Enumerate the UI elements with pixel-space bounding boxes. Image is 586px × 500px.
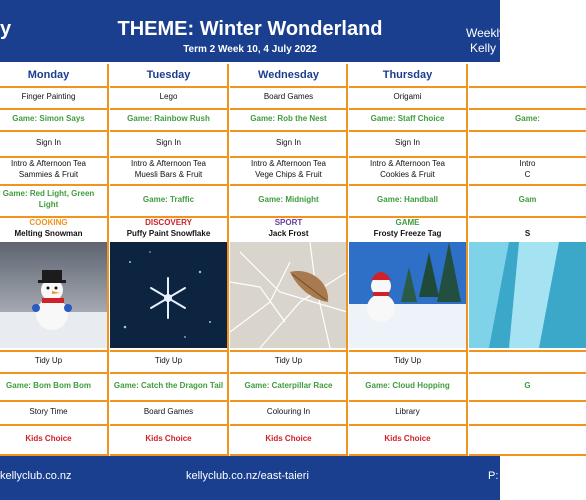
- tidy-up: Tidy Up: [393, 355, 422, 365]
- grid-divider: [0, 424, 107, 426]
- afternoon-tea-menu: Cookies & Fruit: [380, 170, 435, 179]
- grid-divider: [110, 184, 227, 186]
- grid-divider: [110, 216, 227, 218]
- category: [349, 216, 466, 242]
- activity-1: [469, 86, 586, 108]
- grid-divider: [230, 400, 347, 402]
- grid-divider: [469, 350, 586, 352]
- grid-divider: [349, 184, 466, 186]
- grid-divider: [349, 350, 466, 352]
- activity-2: Story Time: [29, 406, 68, 416]
- grid-divider: [0, 130, 107, 132]
- afternoon-tea: [349, 156, 466, 184]
- tidy-up: Tidy Up: [34, 355, 63, 365]
- grid-divider: [110, 424, 227, 426]
- tidy-up: Tidy Up: [274, 355, 303, 365]
- header-banner: [0, 0, 506, 62]
- game-2: Game: Midnight: [258, 194, 319, 204]
- category-label: DISCOVERY: [145, 218, 192, 228]
- grid-divider: [110, 400, 227, 402]
- sign-in: Sign In: [276, 137, 301, 147]
- grid-divider: [349, 156, 466, 158]
- category: [230, 216, 347, 242]
- grid-divider: [349, 108, 466, 110]
- afternoon-tea-line1: Intro: [519, 159, 536, 169]
- grid-divider: [349, 216, 466, 218]
- game-1: Game: Simon Says: [12, 113, 85, 123]
- page-subtitle: Term 2 Week 10, 4 July 2022: [183, 44, 317, 55]
- column-divider: [107, 64, 109, 456]
- snowman-toy-photo: [0, 242, 107, 348]
- sign-in: Sign In: [36, 137, 61, 147]
- game-1: Game: Rainbow Rush: [127, 113, 210, 123]
- header-right-line1: Weekly: [466, 26, 506, 40]
- sign-in: [469, 130, 586, 156]
- game-3: Game: Caterpillar Race: [244, 380, 333, 390]
- sign-in: Sign In: [156, 137, 181, 147]
- grid-divider: [349, 372, 466, 374]
- game-3: Game: Cloud Hopping: [365, 380, 450, 390]
- category-activity: S: [524, 229, 531, 239]
- tidy-up: Tidy Up: [154, 355, 183, 365]
- day-heading: Monday: [27, 68, 70, 81]
- ice-photo: [469, 242, 586, 348]
- kids-choice: [469, 424, 586, 454]
- grid-divider: [110, 350, 227, 352]
- category-label: COOKING: [29, 218, 68, 228]
- grid-divider: [230, 216, 347, 218]
- category: [469, 216, 586, 242]
- tidy-up: [469, 350, 586, 372]
- grid-divider: [110, 156, 227, 158]
- grid-divider: [0, 108, 107, 110]
- frosted-leaves-photo: [230, 242, 347, 348]
- grid-divider: [230, 108, 347, 110]
- activity-1: Lego: [159, 91, 178, 101]
- kids-choice: Kids Choice: [265, 433, 312, 443]
- grid-divider: [0, 350, 107, 352]
- day-column: [469, 64, 586, 456]
- category: [0, 216, 107, 242]
- day-heading: Wednesday: [258, 68, 319, 81]
- afternoon-tea: [0, 156, 107, 184]
- game-1: Game: Staff Choice: [370, 113, 445, 123]
- grid-divider: [230, 86, 347, 88]
- afternoon-tea: [110, 156, 227, 184]
- day-heading: Tuesday: [146, 68, 191, 81]
- activity-2: Board Games: [143, 406, 194, 416]
- afternoon-tea-line1: Intro & Afternoon Tea: [369, 159, 445, 169]
- afternoon-tea-line1: Intro & Afternoon Tea: [130, 159, 206, 169]
- game-2: Game: Traffic: [142, 194, 195, 204]
- game-2: Gam: [518, 194, 537, 204]
- weekly-schedule-grid: [0, 64, 540, 456]
- kids-choice: Kids Choice: [25, 433, 72, 443]
- grid-divider: [469, 216, 586, 218]
- grid-divider: [0, 184, 107, 186]
- grid-divider: [110, 130, 227, 132]
- header-right-line2: Kelly: [470, 41, 497, 55]
- grid-divider: [469, 424, 586, 426]
- afternoon-tea-line1: Intro & Afternoon Tea: [10, 159, 86, 169]
- grid-divider: [0, 156, 107, 158]
- footer-phone: P:: [488, 470, 499, 482]
- day-heading: [469, 64, 586, 86]
- column-divider: [346, 64, 348, 456]
- category-activity: Frosty Freeze Tag: [373, 229, 442, 239]
- snowman-field-photo: [349, 242, 466, 348]
- grid-divider: [349, 86, 466, 88]
- category-label: GAME: [395, 218, 420, 228]
- grid-divider: [0, 372, 107, 374]
- grid-divider: [110, 86, 227, 88]
- day-heading: Thursday: [382, 68, 433, 81]
- game-3: G: [524, 380, 531, 390]
- sign-in: Sign In: [395, 137, 420, 147]
- grid-divider: [469, 130, 586, 132]
- grid-divider: [0, 216, 107, 218]
- day-column: [0, 64, 107, 456]
- game-2: Game: Red Light, Green Light: [2, 189, 95, 209]
- game-3: Game: Bom Bom Bom: [6, 380, 91, 390]
- logo-fragment: y: [0, 18, 12, 40]
- activity-1: Finger Painting: [21, 91, 76, 101]
- grid-divider: [230, 130, 347, 132]
- game-1: Game: Rob the Nest: [250, 113, 327, 123]
- kids-choice: Kids Choice: [145, 433, 192, 443]
- day-column: [349, 64, 466, 456]
- category-activity: Jack Frost: [268, 229, 309, 239]
- grid-divider: [230, 184, 347, 186]
- afternoon-tea-menu: Muesli Bars & Fruit: [134, 170, 203, 179]
- day-column: [110, 64, 227, 456]
- category-activity: Puffy Paint Snowflake: [126, 229, 211, 239]
- grid-divider: [230, 350, 347, 352]
- kids-choice: Kids Choice: [384, 433, 431, 443]
- grid-divider: [469, 86, 586, 88]
- footer-website: kellyclub.co.nz: [0, 470, 72, 482]
- column-divider: [227, 64, 229, 456]
- grid-divider: [0, 400, 107, 402]
- activity-2: Colouring In: [266, 406, 311, 416]
- activity-2: [469, 400, 586, 424]
- grid-divider: [469, 156, 586, 158]
- grid-divider: [230, 372, 347, 374]
- afternoon-tea-menu: Vege Chips & Fruit: [255, 170, 322, 179]
- grid-divider: [469, 400, 586, 402]
- footer-banner: [0, 456, 500, 500]
- page-title: THEME: Winter Wonderland: [117, 18, 383, 40]
- afternoon-tea: [230, 156, 347, 184]
- activity-1: Origami: [393, 91, 422, 101]
- grid-divider: [230, 156, 347, 158]
- grid-divider: [469, 184, 586, 186]
- grid-divider: [110, 372, 227, 374]
- game-2: Game: Handball: [377, 194, 438, 204]
- game-1: Game:: [515, 113, 540, 123]
- category: [110, 216, 227, 242]
- day-column: [230, 64, 347, 456]
- afternoon-tea-menu: Sammies & Fruit: [18, 170, 79, 179]
- activity-1: Board Games: [263, 91, 314, 101]
- activity-2: Library: [395, 406, 420, 416]
- grid-divider: [469, 372, 586, 374]
- grid-divider: [230, 424, 347, 426]
- grid-divider: [349, 400, 466, 402]
- grid-divider: [469, 108, 586, 110]
- snowflake-photo: [110, 242, 227, 348]
- grid-divider: [349, 130, 466, 132]
- afternoon-tea-menu: C: [524, 170, 531, 179]
- column-divider: [466, 64, 468, 456]
- afternoon-tea: [469, 156, 586, 184]
- afternoon-tea-line1: Intro & Afternoon Tea: [250, 159, 326, 169]
- game-3: Game: Catch the Dragon Tail: [113, 380, 224, 390]
- grid-divider: [110, 108, 227, 110]
- category-activity: Melting Snowman: [14, 229, 83, 239]
- footer-club-url: kellyclub.co.nz/east-taieri: [186, 470, 309, 482]
- grid-divider: [0, 86, 107, 88]
- grid-divider: [349, 424, 466, 426]
- category-label: SPORT: [274, 218, 303, 228]
